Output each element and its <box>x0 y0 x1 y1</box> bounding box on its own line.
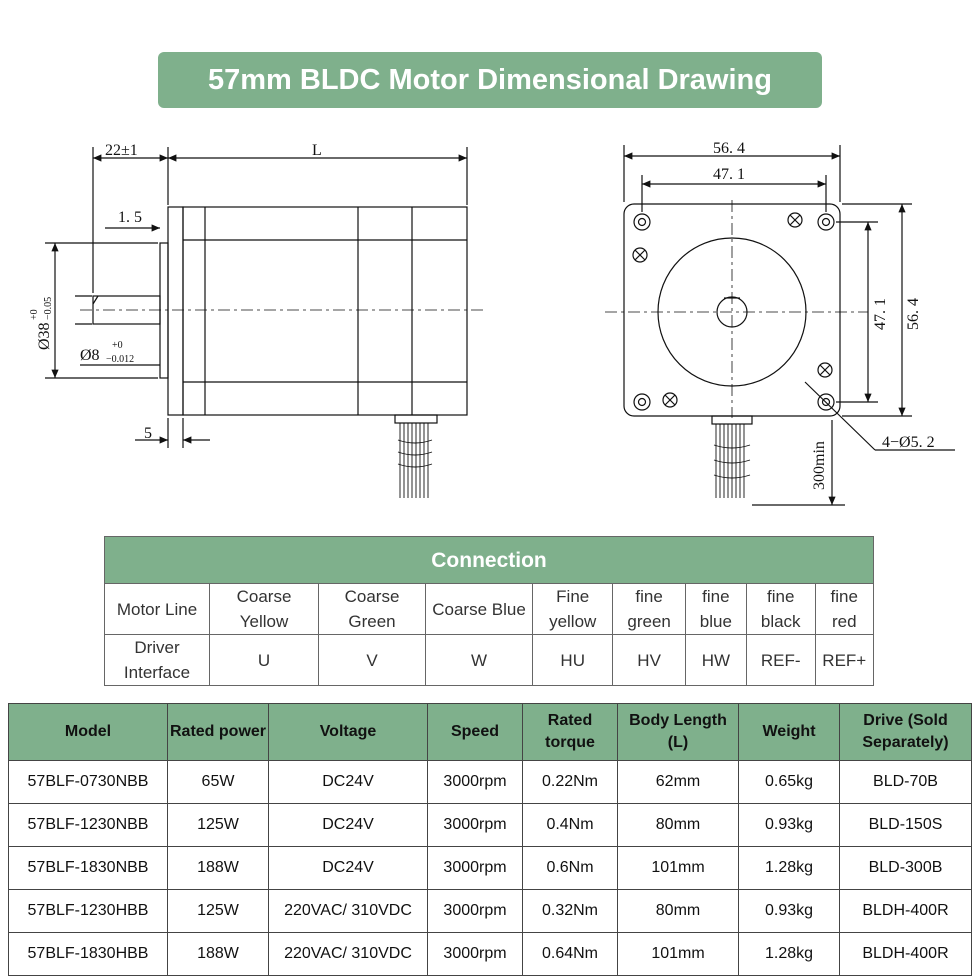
spec-table <box>8 703 972 976</box>
table-row <box>9 933 972 976</box>
dim-body-length: L <box>312 142 322 159</box>
mount-hole <box>818 214 834 230</box>
col-header: Voltage <box>269 704 428 761</box>
pilot-boss <box>160 243 168 378</box>
table-cell: 101mm <box>618 847 739 890</box>
cell: fine blue <box>685 584 746 635</box>
table-cell: BLD-300B <box>840 847 972 890</box>
side-view <box>45 147 485 498</box>
dim-shaft-tol-lower: −0.012 <box>106 354 135 365</box>
col-header: Body Length (L) <box>618 704 739 761</box>
dim-boss-diameter: Ø38 <box>36 322 53 350</box>
cell: HU <box>533 635 613 686</box>
connection-row-driver-interface <box>105 635 874 686</box>
col-header: Drive (Sold Separately) <box>840 704 972 761</box>
dim-shaft-length: 22±1 <box>105 142 138 159</box>
dim-flange-step: 1. 5 <box>118 209 142 226</box>
table-cell: 0.4Nm <box>523 804 618 847</box>
spec-header-row <box>9 704 972 761</box>
table-cell: 65W <box>168 761 269 804</box>
col-header: Speed <box>428 704 523 761</box>
table-row <box>9 847 972 890</box>
connection-row-motor-line <box>105 584 874 635</box>
table-cell: 3000rpm <box>428 761 523 804</box>
table-row <box>9 890 972 933</box>
cell: REF- <box>746 635 815 686</box>
table-cell: 0.22Nm <box>523 761 618 804</box>
table-cell: 0.32Nm <box>523 890 618 933</box>
table-cell: 125W <box>168 804 269 847</box>
table-cell: 57BLF-1230NBB <box>9 804 168 847</box>
dim-flange-thickness: 5 <box>144 425 152 442</box>
mount-hole <box>634 214 650 230</box>
table-row <box>9 761 972 804</box>
dim-cable-length: 300min <box>811 441 828 490</box>
table-cell: 220VAC/ 310VDC <box>269 890 428 933</box>
cell: REF+ <box>815 635 873 686</box>
cell: fine black <box>746 584 815 635</box>
table-cell: 3000rpm <box>428 933 523 976</box>
table-cell: 57BLF-0730NBB <box>9 761 168 804</box>
col-header: Rated power <box>168 704 269 761</box>
dim-shaft-diameter: Ø8 <box>80 347 100 364</box>
cell: fine red <box>815 584 873 635</box>
cell: V <box>319 635 426 686</box>
table-cell: 188W <box>168 847 269 890</box>
table-cell: DC24V <box>269 761 428 804</box>
col-header: Rated torque <box>523 704 618 761</box>
table-cell: BLD-70B <box>840 761 972 804</box>
table-cell: 0.65kg <box>739 761 840 804</box>
dim-front-height-outer: 56. 4 <box>905 298 922 330</box>
table-cell: BLD-150S <box>840 804 972 847</box>
connection-title: Connection <box>105 537 874 584</box>
cell: fine green <box>613 584 685 635</box>
col-header: Model <box>9 704 168 761</box>
table-cell: 188W <box>168 933 269 976</box>
motor-body <box>183 207 467 415</box>
cable-wires <box>398 423 432 498</box>
front-cable-wires <box>714 424 750 498</box>
table-cell: 62mm <box>618 761 739 804</box>
row-label: Driver Interface <box>105 635 210 686</box>
table-cell: 220VAC/ 310VDC <box>269 933 428 976</box>
col-header: Weight <box>739 704 840 761</box>
table-cell: 1.28kg <box>739 933 840 976</box>
table-row <box>9 804 972 847</box>
table-cell: 1.28kg <box>739 847 840 890</box>
table-cell: 57BLF-1230HBB <box>9 890 168 933</box>
table-cell: BLDH-400R <box>840 933 972 976</box>
table-cell: 0.64Nm <box>523 933 618 976</box>
table-cell: 57BLF-1830NBB <box>9 847 168 890</box>
dim-front-width-outer: 56. 4 <box>713 140 745 157</box>
page-title: 57mm BLDC Motor Dimensional Drawing <box>158 52 822 108</box>
cell: Fine yellow <box>533 584 613 635</box>
table-cell: 3000rpm <box>428 804 523 847</box>
cell: U <box>210 635 319 686</box>
mount-hole <box>634 394 650 410</box>
table-cell: 3000rpm <box>428 847 523 890</box>
cell: HV <box>613 635 685 686</box>
cell: Coarse Blue <box>426 584 533 635</box>
dimensional-drawing <box>0 120 980 520</box>
table-cell: 3000rpm <box>428 890 523 933</box>
table-cell: 125W <box>168 890 269 933</box>
cell: HW <box>685 635 746 686</box>
dim-boss-tol-upper: +0 <box>29 309 40 320</box>
cell: Coarse Green <box>319 584 426 635</box>
table-cell: DC24V <box>269 847 428 890</box>
cell: W <box>426 635 533 686</box>
table-cell: DC24V <box>269 804 428 847</box>
table-cell: BLDH-400R <box>840 890 972 933</box>
row-label: Motor Line <box>105 584 210 635</box>
table-cell: 80mm <box>618 804 739 847</box>
table-cell: 57BLF-1830HBB <box>9 933 168 976</box>
dim-front-width-holes: 47. 1 <box>713 166 745 183</box>
table-cell: 101mm <box>618 933 739 976</box>
dim-mount-holes: 4−Ø5. 2 <box>882 434 935 451</box>
mounting-flange <box>168 207 183 415</box>
table-cell: 0.93kg <box>739 890 840 933</box>
dim-boss-tol-lower: −0.05 <box>43 296 54 320</box>
table-cell: 0.6Nm <box>523 847 618 890</box>
table-cell: 0.93kg <box>739 804 840 847</box>
table-cell: 80mm <box>618 890 739 933</box>
connection-table <box>104 536 874 686</box>
front-view <box>605 145 955 505</box>
cell: Coarse Yellow <box>210 584 319 635</box>
dim-front-height-holes: 47. 1 <box>872 298 889 330</box>
dim-shaft-tol-upper: +0 <box>112 340 123 351</box>
